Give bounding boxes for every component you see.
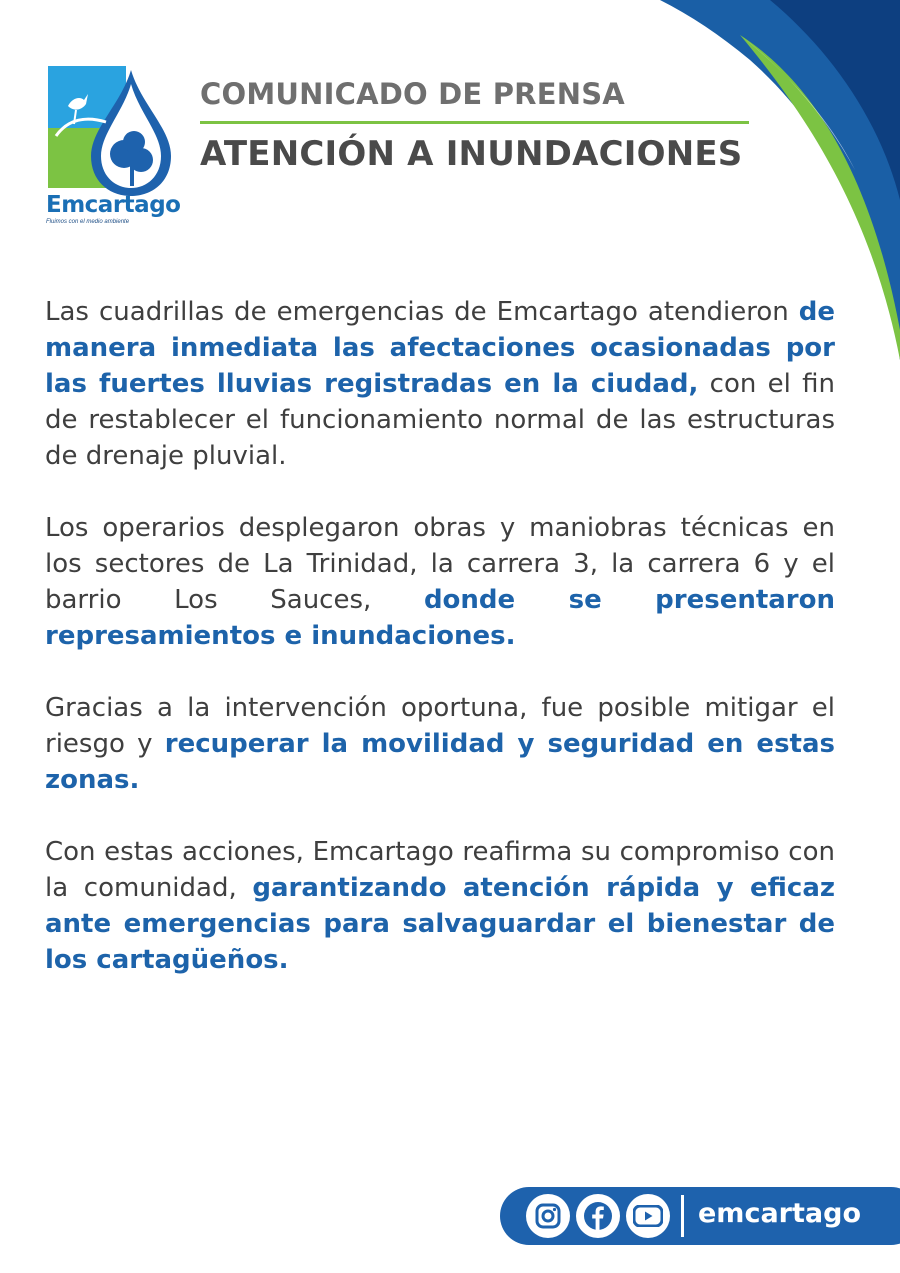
paragraph-text: Gracias a la intervención oportuna, fue posible mitigar el riesgo y	[45, 693, 835, 759]
social-handle[interactable]: emcartago	[698, 1198, 861, 1229]
press-release-body	[45, 294, 835, 1014]
paragraph	[45, 294, 835, 474]
instagram-icon[interactable]	[526, 1194, 570, 1238]
page-title: ATENCIÓN A INUNDACIONES	[200, 134, 743, 174]
press-release-kicker: COMUNICADO DE PRENSA	[200, 77, 625, 111]
paragraph-text: Los operarios desplegaron obras y maniobras técnicas en los sectores de La Trinidad, la carrera 3, la carrera 6 y el barrio Los Sauces,	[45, 513, 835, 615]
paragraph-highlight: de manera inmediata las afectaciones ocasionadas por las fuertes lluvias registradas en la ciudad,	[45, 297, 835, 399]
facebook-icon[interactable]	[576, 1194, 620, 1238]
paragraph	[45, 690, 835, 798]
paragraph-text: Con estas acciones, Emcartago reafirma su compromiso con la comunidad,	[45, 837, 835, 903]
logo-tagline: Fluimos con el medio ambiente	[46, 219, 130, 225]
paragraph-highlight: garantizando atención rápida y eficaz ante emergencias para salvaguardar el bienestar de los cartagüeños.	[45, 873, 835, 975]
social-bar	[500, 1187, 900, 1245]
paragraph	[45, 510, 835, 654]
header-divider	[200, 121, 749, 124]
paragraph-text: Las cuadrillas de emergencias de Emcartago atendieron	[45, 297, 799, 327]
logo-wordmark: Emcartago	[46, 192, 181, 218]
paragraph-text: con el fin de restablecer el funcionamiento normal de las estructuras de drenaje pluvial.	[45, 369, 835, 471]
youtube-icon[interactable]	[626, 1194, 670, 1238]
paragraph	[45, 834, 835, 978]
social-divider	[681, 1195, 684, 1237]
paragraph-highlight: recuperar la movilidad y seguridad en estas zonas.	[45, 729, 835, 795]
paragraph-highlight: donde se presentaron represamientos e inundaciones.	[45, 585, 836, 651]
